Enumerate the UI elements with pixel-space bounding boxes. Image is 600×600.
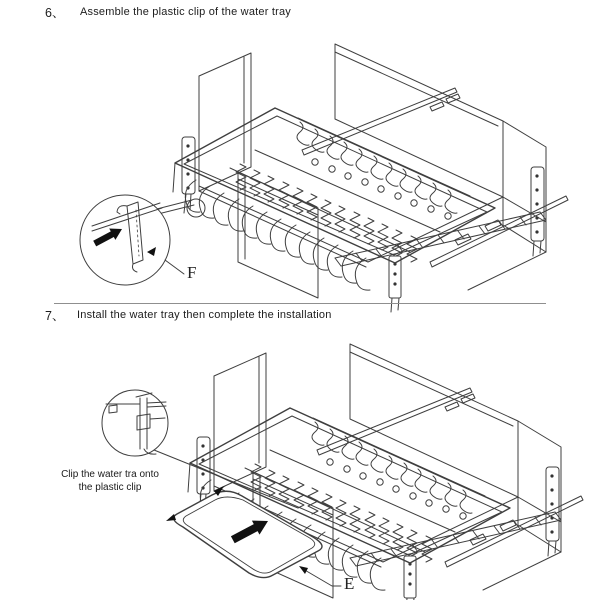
part-label-e: E — [344, 574, 355, 593]
leader-line — [303, 569, 341, 586]
magnifier-detail-f — [80, 195, 197, 285]
step6-title: Assemble the plastic clip of the water tray — [80, 6, 291, 18]
step7-title: Install the water tray then complete the installation — [77, 309, 332, 321]
step6-number: 6、 — [45, 6, 65, 20]
magnifier-circle — [102, 390, 168, 456]
part-label-f: F — [187, 263, 197, 282]
small-arrow-icon — [299, 566, 308, 574]
clip-annotation-line2: the plastic clip — [78, 481, 142, 493]
magnifier-circle — [80, 195, 170, 285]
clip-annotation — [44, 469, 176, 494]
diagram-step6 — [80, 44, 568, 312]
leader-line — [165, 260, 184, 274]
step7-number: 7、 — [45, 309, 65, 323]
clip-annotation-line1: Clip the water tra onto — [61, 469, 159, 480]
section-divider — [54, 303, 546, 304]
